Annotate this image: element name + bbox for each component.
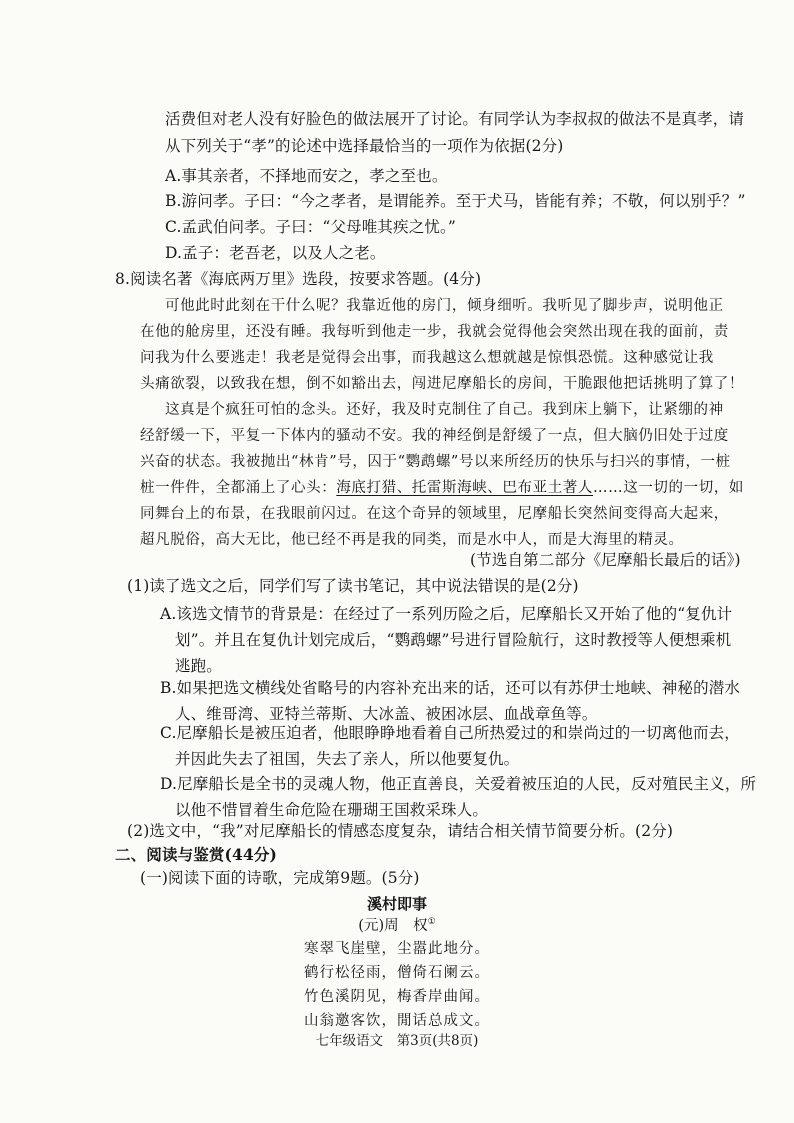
section-header: 二、阅读与鉴赏(44分) — [115, 845, 278, 864]
poem-line: 竹色溪阴见，梅香岸曲闻。 — [304, 989, 490, 1005]
q8-sub1-option-d: D.尼摩船长是全书的灵魂人物，他正直善良，关爱着被压迫的人民，反对殖民主义，所 — [160, 775, 757, 793]
poem-author — [0, 914, 794, 935]
q8-passage-line: 同舞台上的布景，在我眼前闪过。在这个奇异的领域里，尼摩船长突然间变得高大起来， — [140, 506, 729, 522]
q8-passage-line: 超凡脱俗，高大无比，他已经不再是我的同类，而是水中人，而是大海里的精灵。 — [140, 532, 684, 548]
q8-passage-line: 这真是个疯狂可怕的念头。还好，我及时克制住了自己。我到床上躺下，让紧绷的神 — [165, 402, 724, 418]
q7-option-a: A.事其亲者，不择地而安之，孝之至也。 — [165, 167, 448, 185]
poem-line: 鹤行松径雨，僧倚石阑云。 — [304, 965, 490, 981]
q8-sub1-option-b: B.如果把选文横线处省略号的内容补充出来的话，还可以有苏伊士地峡、神秘的潜水 — [160, 679, 741, 697]
q8-sub2-question: (2)选文中，“我”对尼摩船长的情感态度复杂，请结合相关情节简要分析。(2分) — [127, 822, 674, 840]
q8-sub1-question: (1)读了选文之后，同学们写了读书笔记，其中说法错误的是(2分) — [127, 577, 579, 595]
q8-passage-line: 在他的舱房里，还没有睡。我每听到他走一步，我就会觉得他会突然出现在我的面前，责 — [140, 324, 729, 340]
q7-option-d: D.孟子：老吾老，以及人之老。 — [165, 244, 386, 262]
passage-text: ……这一切的一切，如 — [593, 480, 745, 496]
q8-sub1-option-b-cont: 人、维哥湾、亚特兰蒂斯、大冰盖、被困冰层、血战章鱼等。 — [175, 705, 598, 723]
q7-text-line-2: 从下列关于“孝”的论述中选择最恰当的一项作为依据(2分) — [165, 137, 564, 155]
q8-header: 8.阅读名著《海底两万里》选段，按要求答题。(4分) — [115, 270, 482, 288]
poem-author-name: (元)周 权 — [358, 918, 428, 934]
q8-sub1-option-d-cont: 以他不惜冒着生命危险在珊瑚王国救采珠人。 — [175, 801, 489, 819]
poem-line: 寒翠飞崖壁，尘嚣此地分。 — [304, 941, 490, 957]
q8-passage-line: 可他此时此刻在干什么呢？我靠近他的房门，倾身细听。我听见了脚步声，说明他正 — [165, 298, 724, 314]
q8-passage-line: 经舒缓一下，平复一下体内的骚动不安。我的神经倒是舒缓了一点，但大脑仍旧处于过度 — [140, 428, 729, 444]
q8-source-note: (节选自第二部分《尼摩船长最后的话》) — [470, 551, 741, 569]
q8-passage-line: 兴奋的状态。我被抛出“林肯”号，囚于“鹦鹉螺”号以来所经历的快乐与扫兴的事情，一桩 — [140, 454, 731, 470]
q7-option-c: C.孟武伯问孝。子曰：“父母唯其疾之忧。” — [165, 218, 456, 236]
q8-sub1-option-c: C.尼摩船长是被压迫者，他眼睁睁地看着自己所热爱过的和崇尚过的一切离他而去， — [160, 724, 740, 742]
q8-sub1-option-a: A.该选文情节的背景是：在经过了一系列历险之后，尼摩船长又开始了他的“复仇计 — [160, 605, 733, 623]
q8-passage-line: 头痛欲裂，以致我在想，倒不如豁出去，闯进尼摩船长的房间，干脆跟他把话挑明了算了！ — [140, 376, 744, 392]
q8-sub1-option-a-cont: 划”。并且在复仇计划完成后，“鹦鹉螺”号进行冒险航行，这时教授等人便想乘机 — [175, 631, 732, 649]
q8-passage-line-underlined — [140, 475, 744, 501]
q7-text-line-1: 活费但对老人没有好脸色的做法展开了讨论。有同学认为李叔叔的做法不是真孝，请 — [165, 110, 745, 128]
passage-text: 桩一件件，全都涌上了心头： — [140, 480, 337, 496]
q8-sub1-option-a-cont: 逃跑。 — [175, 657, 222, 675]
q8-passage-line: 问我为什么要逃走！我老是觉得会出事，而我越这么想就越是惊惧恐慌。这种感觉让我 — [140, 350, 714, 366]
section-part-instruction: (一)阅读下面的诗歌，完成第9题。(5分) — [140, 869, 420, 887]
q8-sub1-option-c-cont: 并因此失去了祖国，失去了亲人，所以他要复仇。 — [175, 750, 520, 768]
page-footer: 七年级语文 第3页(共8页) — [315, 1033, 479, 1049]
q7-option-b: B.游问孝。子曰：“今之孝者，是谓能养。至于犬马，皆能有养；不敬，何以别乎？” — [165, 192, 746, 210]
poem-title: 溪村即事 — [366, 895, 427, 913]
underlined-blank-text: 海底打猎、托雷斯海峡、巴布亚土著人 — [336, 480, 594, 496]
footnote-marker: ① — [427, 917, 436, 928]
poem-line: 山翁邀客饮，閒话总成文。 — [304, 1013, 490, 1029]
